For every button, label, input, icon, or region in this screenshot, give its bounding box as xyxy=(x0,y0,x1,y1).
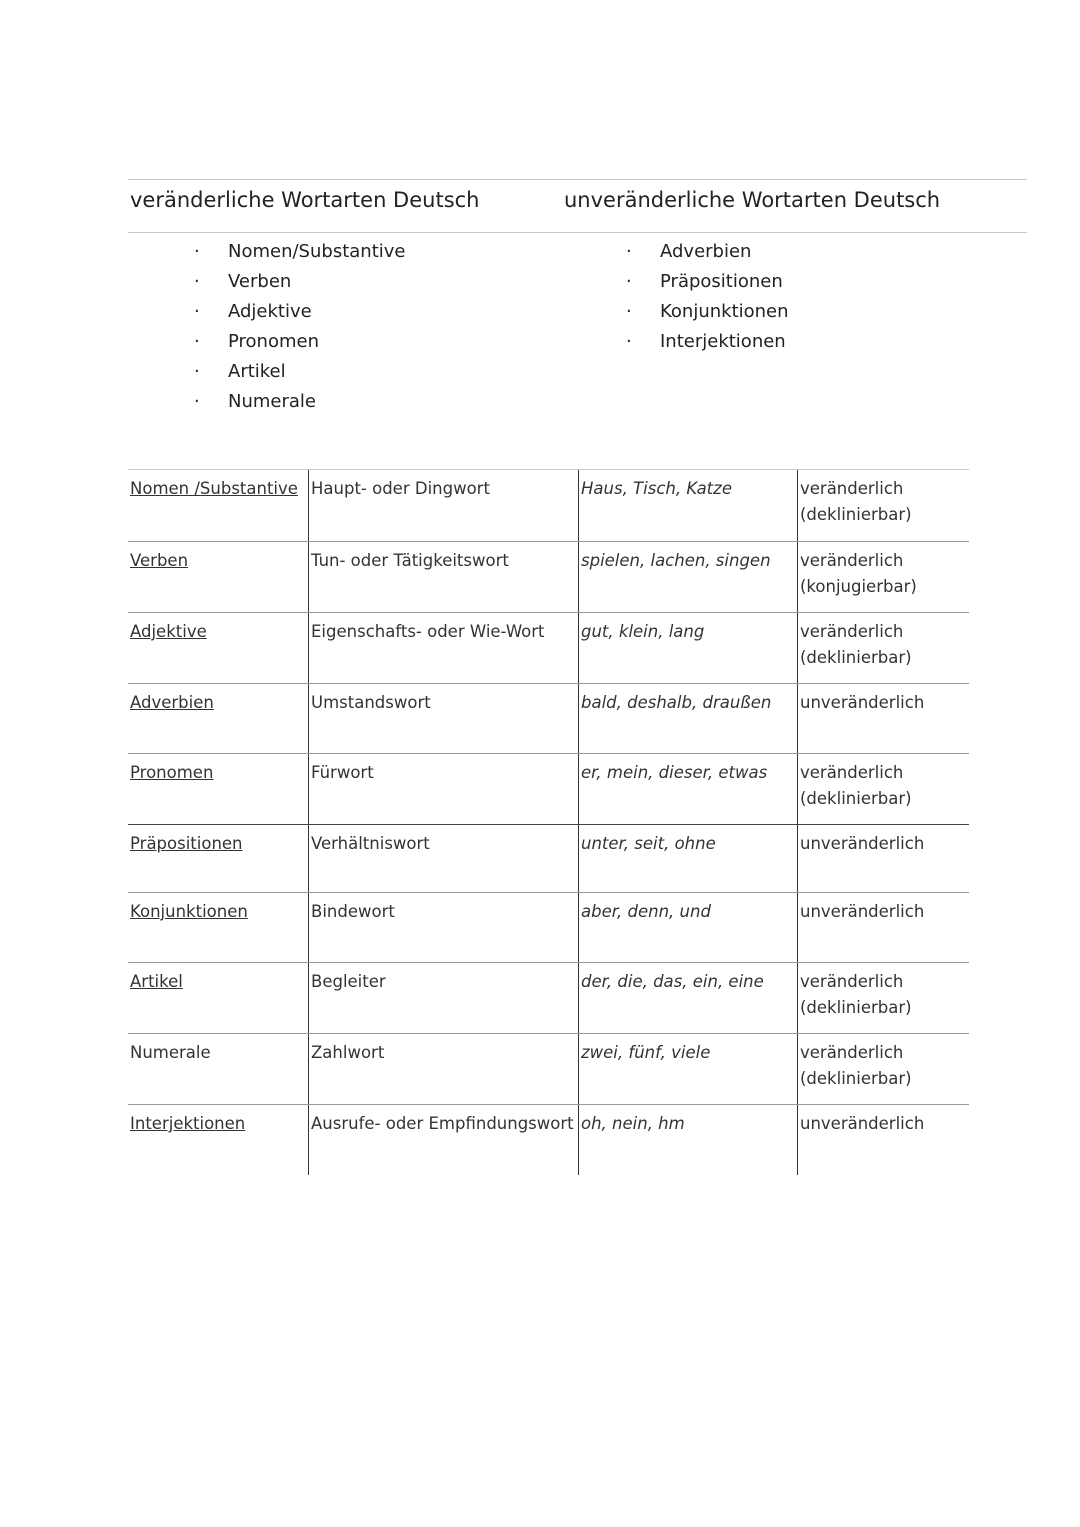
invariable-column xyxy=(562,237,996,417)
list-item: · Verben xyxy=(128,267,562,297)
eigenschaft-cell: veränderlich (deklinierbar) xyxy=(797,963,969,1033)
eigenschaft-cell: unveränderlich xyxy=(797,684,969,753)
heading-invariable: unveränderliche Wortarten Deutsch xyxy=(564,188,941,212)
beispiele-cell: er, mein, dieser, etwas xyxy=(578,754,797,824)
bezeichnung-cell: Umstandswort xyxy=(308,684,578,753)
table-row xyxy=(128,893,969,963)
wortart-cell: Interjektionen xyxy=(130,1114,246,1133)
list-item: · Interjektionen xyxy=(562,327,996,357)
beispiele-cell: der, die, das, ein, eine xyxy=(578,963,797,1033)
eigenschaft-cell: unveränderlich xyxy=(797,1105,969,1175)
beispiele-cell: zwei, fünf, viele xyxy=(578,1034,797,1104)
table-row xyxy=(128,963,969,1034)
wortart-cell: Numerale xyxy=(130,1043,211,1062)
wortart-cell: Konjunktionen xyxy=(130,902,248,921)
bezeichnung-cell: Verhältniswort xyxy=(308,825,578,892)
invariable-list xyxy=(562,237,996,357)
eigenschaft-cell: veränderlich (deklinierbar) xyxy=(797,754,969,824)
beispiele-cell: spielen, lachen, singen xyxy=(578,542,797,612)
overview-table xyxy=(128,179,1027,417)
list-item: · Nomen/Substantive xyxy=(128,237,562,267)
wortart-cell: Präpositionen xyxy=(130,834,243,853)
wortart-cell: Artikel xyxy=(130,972,183,991)
heading-variable: veränderliche Wortarten Deutsch xyxy=(130,188,480,212)
table-row xyxy=(128,613,969,684)
beispiele-cell: aber, denn, und xyxy=(578,893,797,962)
table-row xyxy=(128,825,969,893)
table-row xyxy=(128,1034,969,1105)
wortart-cell: Verben xyxy=(130,551,189,570)
table-row xyxy=(128,470,969,542)
beispiele-cell: Haus, Tisch, Katze xyxy=(578,470,797,541)
eigenschaft-cell: veränderlich (deklinierbar) xyxy=(797,1034,969,1104)
eigenschaft-cell: veränderlich (deklinierbar) xyxy=(797,613,969,683)
beispiele-cell: oh, nein, hm xyxy=(578,1105,797,1175)
bezeichnung-cell: Bindewort xyxy=(308,893,578,962)
bezeichnung-cell: Haupt- oder Dingwort xyxy=(308,470,578,541)
list-item: · Konjunktionen xyxy=(562,297,996,327)
eigenschaft-cell: unveränderlich xyxy=(797,825,969,892)
list-item: · Adjektive xyxy=(128,297,562,327)
bezeichnung-cell: Eigenschafts- oder Wie-Wort xyxy=(308,613,578,683)
table-row xyxy=(128,754,969,825)
table-row xyxy=(128,542,969,613)
overview-body xyxy=(128,233,1027,417)
list-item: · Präpositionen xyxy=(562,267,996,297)
eigenschaft-cell: veränderlich (konjugierbar) xyxy=(797,542,969,612)
table-row xyxy=(128,684,969,754)
list-item: · Adverbien xyxy=(562,237,996,267)
wortart-cell: Adverbien xyxy=(130,693,214,712)
eigenschaft-cell: veränderlich (deklinierbar) xyxy=(797,470,969,541)
list-item: · Artikel xyxy=(128,357,562,387)
bezeichnung-cell: Tun- oder Tätigkeitswort xyxy=(308,542,578,612)
table-row xyxy=(128,1105,969,1175)
list-item: · Numerale xyxy=(128,387,562,417)
bezeichnung-cell: Fürwort xyxy=(308,754,578,824)
wortart-cell: Adjektive xyxy=(130,622,207,641)
wortart-cell: Pronomen xyxy=(130,763,214,782)
bezeichnung-cell: Begleiter xyxy=(308,963,578,1033)
beispiele-cell: gut, klein, lang xyxy=(578,613,797,683)
overview-header xyxy=(128,180,1027,233)
word-class-table xyxy=(128,469,969,1175)
variable-column xyxy=(128,237,562,417)
wortart-cell: Nomen /Substantive xyxy=(130,479,298,498)
bezeichnung-cell: Zahlwort xyxy=(308,1034,578,1104)
variable-list xyxy=(128,237,562,417)
eigenschaft-cell: unveränderlich xyxy=(797,893,969,962)
beispiele-cell: unter, seit, ohne xyxy=(578,825,797,892)
list-item: · Pronomen xyxy=(128,327,562,357)
beispiele-cell: bald, deshalb, draußen xyxy=(578,684,797,753)
bezeichnung-cell: Ausrufe- oder Empfindungswort xyxy=(308,1105,578,1175)
